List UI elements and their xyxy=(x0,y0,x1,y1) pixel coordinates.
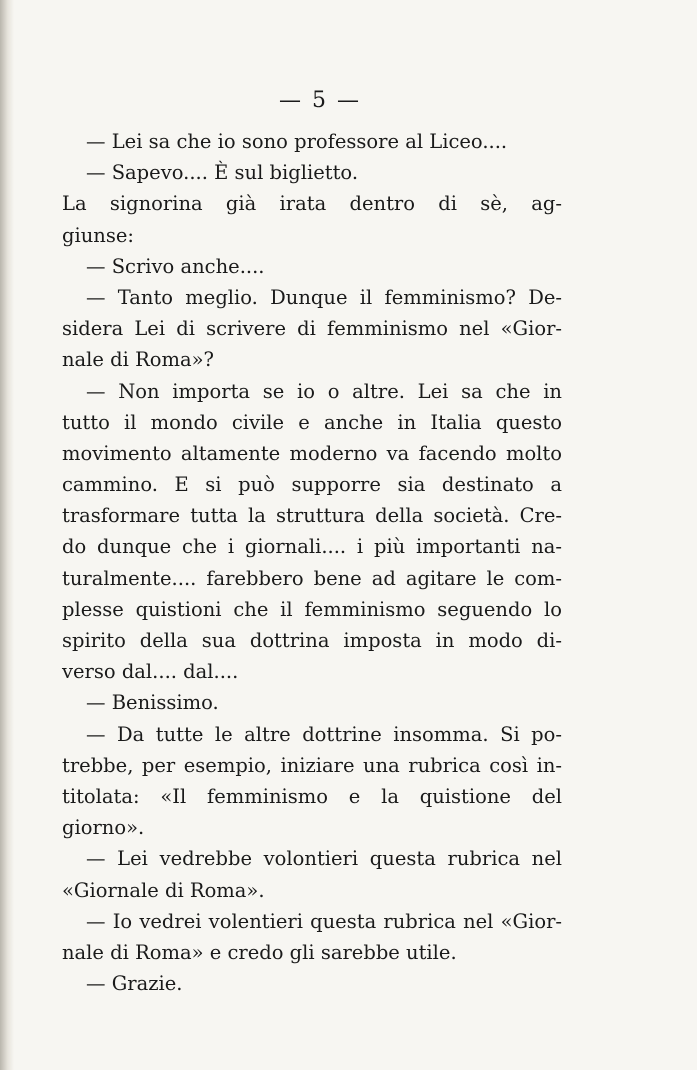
text-line: — Non importa se io o altre. Lei sa che in xyxy=(86,379,562,403)
text-line: — Tanto meglio. Dunque il femminismo? De- xyxy=(86,285,562,309)
text-line: — Lei vedrebbe volontieri questa rubrica nel xyxy=(86,847,562,871)
text-line: trebbe, per esempio, iniziare una rubrica così in- xyxy=(62,753,562,777)
text-line: spirito della sua dottrina imposta in modo di- xyxy=(62,629,562,652)
text-line: giorno». xyxy=(62,816,145,840)
text-line: — Benissimo. xyxy=(86,691,219,715)
text-line: — Sapevo.... È sul biglietto. xyxy=(86,161,359,185)
text-line: — Io vedrei volentieri questa rubrica nel «Gior- xyxy=(86,909,562,933)
text-line: nale di Roma» e credo gli sarebbe utile. xyxy=(62,940,457,964)
text-line: plesse quistioni che il femminismo seguendo lo xyxy=(62,597,562,621)
text-line: La signorina già irata dentro di sè, ag- xyxy=(62,192,562,216)
text-line: turalmente.... farebbero bene ad agitare le com- xyxy=(62,566,562,590)
text-line: movimento altamente moderno va facendo molto xyxy=(62,441,562,465)
text-line: titolata: «Il femminismo e la quistione del xyxy=(62,784,562,808)
text-line: cammino. E si può supporre sia destinato a xyxy=(62,473,562,497)
page-number: — 5 — xyxy=(279,88,361,113)
text-line: — Lei sa che io sono professore al Liceo.... xyxy=(86,130,508,153)
text-line: — Scrivo anche.... xyxy=(86,254,265,278)
text-line: «Giornale di Roma». xyxy=(62,878,265,902)
text-line: — Grazie. xyxy=(86,972,183,996)
text-line: nale di Roma»? xyxy=(62,348,215,372)
text-line: — Da tutte le altre dottrine insomma. Si po- xyxy=(86,722,562,746)
text-line: trasformare tutta la struttura della società. Cre- xyxy=(62,504,562,528)
text-line: sidera Lei di scrivere di femminismo nel «Gior- xyxy=(62,317,562,341)
text-line: tutto il mondo civile e anche in Italia questo xyxy=(62,410,562,434)
text-line: giunse: xyxy=(62,223,134,247)
text-line: do dunque che i giornali.... i più importanti na- xyxy=(62,535,562,559)
body-text xyxy=(62,126,562,999)
page-edge-shadow xyxy=(0,0,14,1070)
text-line: verso dal.... dal.... xyxy=(62,660,239,684)
